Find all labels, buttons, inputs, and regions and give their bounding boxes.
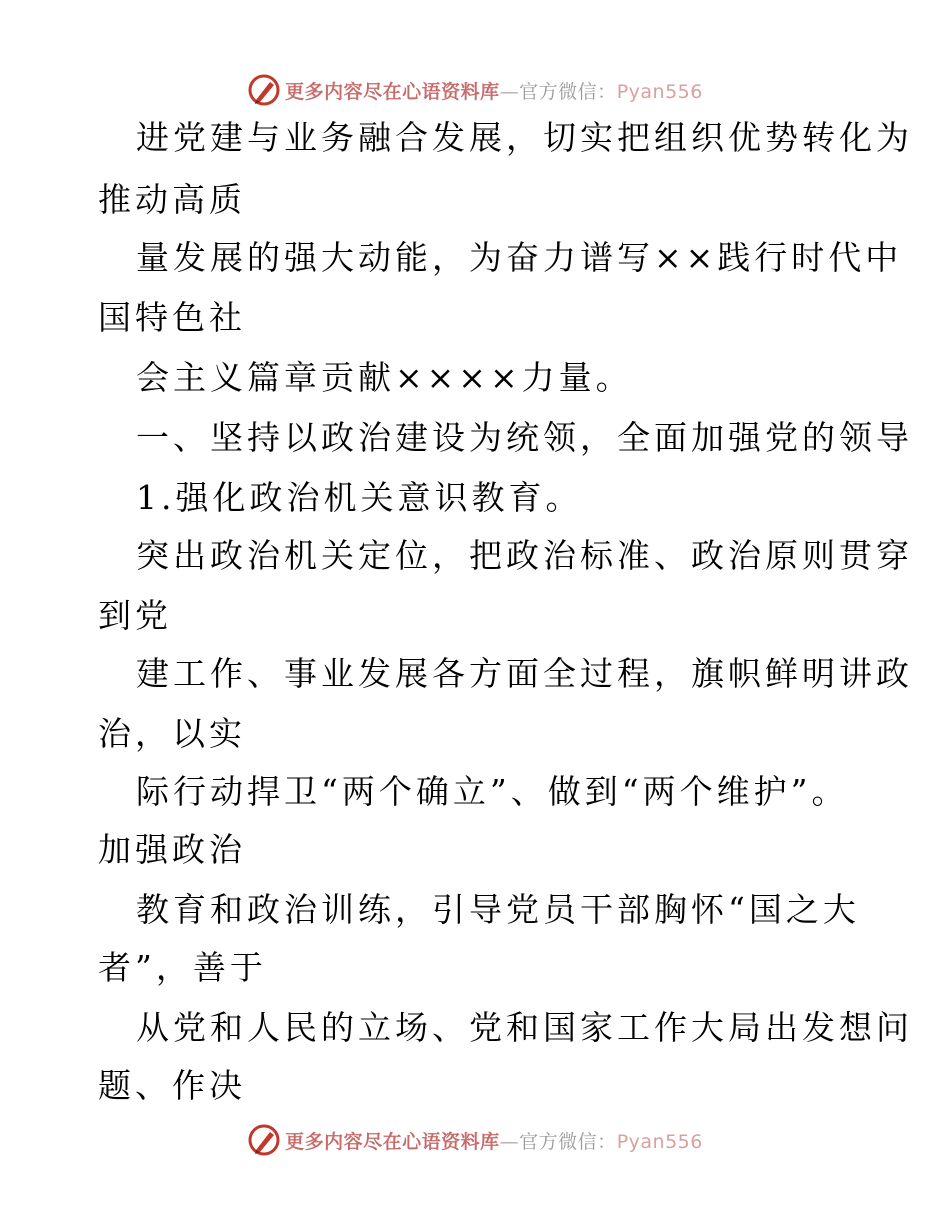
watermark-brand: 更多内容尽在心语资料库 — [285, 80, 500, 103]
pen-in-circle-icon — [247, 1123, 281, 1157]
watermark-wechat-id: Pyan556 — [616, 80, 703, 103]
watermark-wechat-id: Pyan556 — [616, 1130, 703, 1153]
text-line: 到党 — [98, 596, 172, 635]
watermark-text — [285, 1127, 703, 1154]
text-line: 建工作、事业发展各方面全过程，旗帜鲜明讲政 — [136, 654, 913, 693]
watermark-brand: 更多内容尽在心语资料库 — [285, 1130, 500, 1153]
text-line: 际行动捍卫“两个确立”、做到“两个维护”。 — [136, 772, 849, 811]
text-line: 题、作决 — [98, 1066, 246, 1105]
text-line: 者”，善于 — [98, 948, 267, 987]
text-line: 教育和政治训练，引导党员干部胸怀“国之大 — [136, 890, 860, 929]
pen-in-circle-icon — [247, 73, 281, 107]
text-line: 从党和人民的立场、党和国家工作大局出发想问 — [136, 1008, 913, 1047]
watermark-wechat-label: 官方微信： — [519, 80, 617, 103]
section-heading: 一、坚持以政治建设为统领，全面加强党的领导 — [136, 418, 913, 457]
text-line: 量发展的强大动能，为奋力谱写××践行时代中 — [136, 238, 903, 277]
text-line: 进党建与业务融合发展，切实把组织优势转化为 — [136, 118, 913, 157]
text-line: 加强政治 — [98, 830, 246, 869]
subsection-heading: 1.强化政治机关意识教育。 — [136, 478, 583, 517]
watermark-wechat-label: 官方微信： — [519, 1130, 617, 1153]
text-line: 会主义篇章贡献××××力量。 — [136, 358, 633, 397]
text-line: 推动高质 — [98, 180, 246, 219]
text-line: 国特色社 — [98, 298, 246, 337]
header-watermark — [0, 70, 950, 110]
text-line: 突出政治机关定位，把政治标准、政治原则贯穿 — [136, 536, 913, 575]
footer-watermark — [0, 1120, 950, 1160]
watermark-text — [285, 77, 703, 104]
text-line: 治，以实 — [98, 714, 246, 753]
watermark-separator: — — [499, 80, 520, 103]
watermark-separator: — — [499, 1130, 520, 1153]
